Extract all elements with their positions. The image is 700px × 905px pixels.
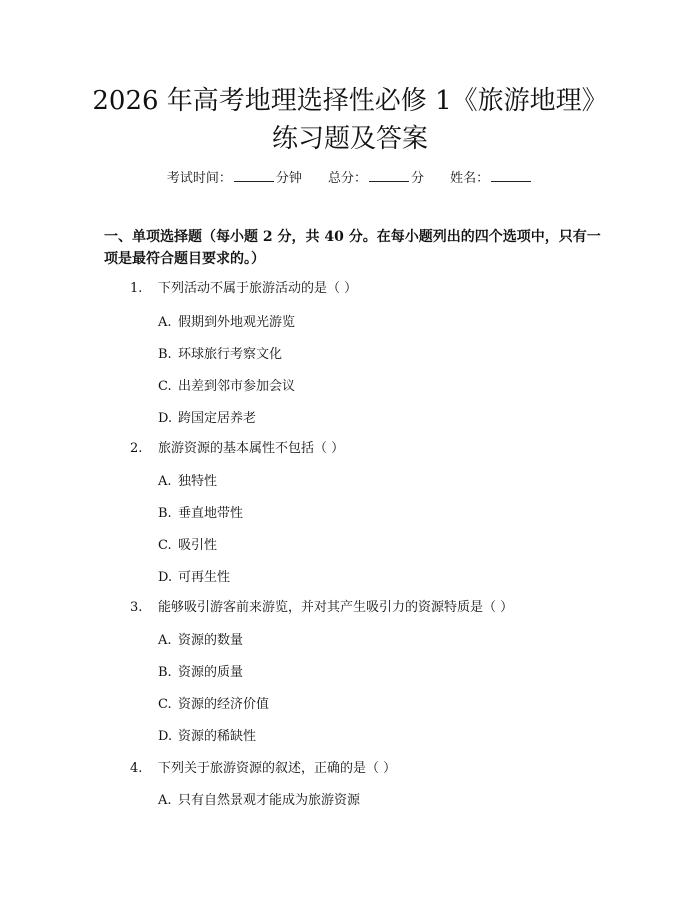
option-1c xyxy=(158,377,295,397)
option-text: 跨国定居养老 xyxy=(178,411,257,426)
question-number: 4. xyxy=(130,761,143,776)
option-3a xyxy=(158,631,243,651)
option-text: 资源的经济价值 xyxy=(178,697,270,712)
option-text: 出差到邻市参加会议 xyxy=(178,379,296,394)
option-1a xyxy=(158,313,295,333)
option-letter: B. xyxy=(158,665,172,680)
option-letter: A. xyxy=(158,315,172,330)
question-text: 下列活动不属于旅游活动的是（ ） xyxy=(158,281,358,296)
question-text: 旅游资源的基本属性不包括（ ） xyxy=(158,441,345,456)
option-letter: D. xyxy=(158,411,173,426)
option-letter: D. xyxy=(158,729,173,744)
exam-title-line1: 2026 年高考地理选择性必修 1《旅游地理》 xyxy=(92,86,608,116)
option-2b xyxy=(158,504,243,524)
option-2c xyxy=(158,536,217,556)
question-number: 2. xyxy=(130,441,143,456)
question-number: 1. xyxy=(130,281,143,296)
total-score-unit: 分 xyxy=(411,171,425,186)
exam-meta-row xyxy=(0,168,700,189)
option-letter: A. xyxy=(158,633,172,648)
option-1b xyxy=(158,345,282,365)
exam-time-field xyxy=(167,168,302,189)
question-text: 下列关于旅游资源的叙述，正确的是（ ） xyxy=(158,761,397,776)
total-score-field xyxy=(328,168,424,189)
exam-time-label: 考试时间： xyxy=(166,171,232,186)
option-text: 吸引性 xyxy=(178,538,218,553)
option-letter: C. xyxy=(158,379,172,394)
option-letter: B. xyxy=(158,347,172,362)
option-2d xyxy=(158,568,230,588)
option-letter: B. xyxy=(158,506,172,521)
name-field xyxy=(450,168,533,189)
exam-time-blank xyxy=(234,168,274,182)
name-label: 姓名： xyxy=(450,171,490,186)
option-3b xyxy=(158,663,243,683)
option-1d xyxy=(158,409,256,429)
exam-time-unit: 分钟 xyxy=(275,171,302,186)
question-1 xyxy=(130,279,357,299)
option-text: 只有自然景观才能成为旅游资源 xyxy=(178,793,361,808)
section-heading: 一、单项选择题（每小题 2 分，共 40 分。在每小题列出的四个选项中，只有一项是最符合题目要求的。） xyxy=(104,229,601,267)
option-text: 可再生性 xyxy=(178,570,231,585)
total-score-blank xyxy=(369,168,409,182)
option-text: 独特性 xyxy=(178,474,218,489)
option-letter: A. xyxy=(158,793,172,808)
option-text: 环球旅行考察文化 xyxy=(178,347,283,362)
option-text: 资源的质量 xyxy=(178,665,244,680)
total-score-label: 总分： xyxy=(327,171,367,186)
question-2 xyxy=(130,439,344,459)
option-text: 假期到外地观光游览 xyxy=(178,315,296,330)
option-3c xyxy=(158,695,269,715)
option-text: 资源的稀缺性 xyxy=(178,729,257,744)
question-4 xyxy=(130,759,396,779)
name-blank xyxy=(491,168,531,182)
option-letter: A. xyxy=(158,474,172,489)
option-text: 垂直地带性 xyxy=(178,506,244,521)
question-number: 3. xyxy=(130,600,143,615)
option-3d xyxy=(158,727,256,747)
option-letter: C. xyxy=(158,538,172,553)
option-letter: C. xyxy=(158,697,172,712)
option-letter: D. xyxy=(158,570,173,585)
option-text: 资源的数量 xyxy=(178,633,244,648)
question-3 xyxy=(130,598,513,618)
option-2a xyxy=(158,472,217,492)
question-text: 能够吸引游客前来游览，并对其产生吸引力的资源特质是（ ） xyxy=(158,600,514,615)
exam-title-line2: 练习题及答案 xyxy=(271,124,428,154)
option-4a xyxy=(158,791,360,811)
